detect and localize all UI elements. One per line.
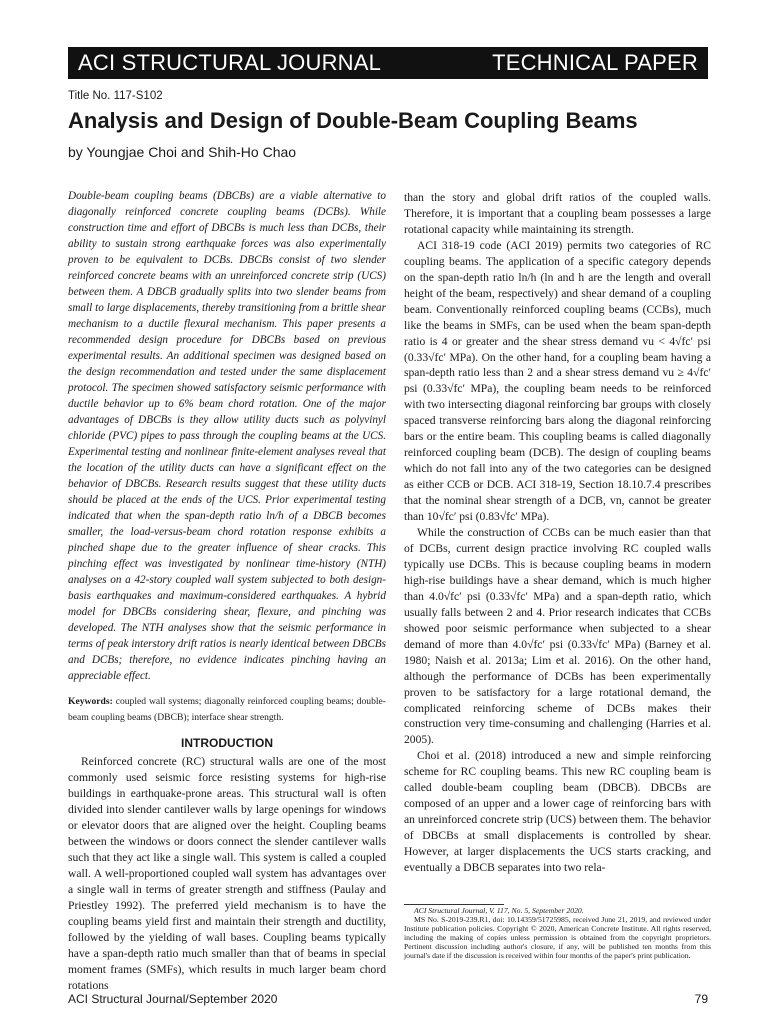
journal-banner xyxy=(68,47,708,79)
right-column xyxy=(404,190,711,876)
abstract: Double-beam coupling beams (DBCBs) are a viable alternative to diagonally reinforced concrete coupling beams (DCBs). While construction time and effort of DBCBs is much less than DCBs, their ability to sustain strong earthquake forces was also experimentally proven to be equivalent to DCBs. DBCBs consist of two slender reinforced concrete beams with an unreinforced concrete strip (UCS) between them. A DBCB gradually splits into two slender beams from small to large displacements, thereby transitioning from a brittle shear mechanism to a ductile flexural mechanism. This paper presents a recommended design procedure for DBCBs based on previous experimental results. An additional specimen was designed based on the design recommendation and tested under the same displacement protocol. The specimen showed satisfactory seismic performance with ductile behavior up to 6% beam chord rotation. One of the major advantages of DBCBs is they allow utility ducts such as polyvinyl chloride (PVC) pipes to pass through the coupling beams at the UCS. Experimental testing and nonlinear finite-element analyses reveal that the location of the utility ducts can have a significant effect on the behavior of DBCBs. Research results suggest that these utility ducts should be placed at the ends of the UCS. Prior experimental testing indicated that when the span-depth ratio ln/h of a DBCB becomes smaller, the load-versus-beam chord rotation response exhibits a pinched shape due to the greater influence of shear cracks. This pinching effect was investigated by nonlinear time-history (NTH) analyses on a 42-story coupled wall system subjected to both design-basis earthquakes and maximum-considered earthquakes. A hybrid model for DBCBs considering shear, flexure, and pinching was developed. The NTH analyses show that the seismic performance in terms of peak interstory drift ratios is nearly identical between DBCBs and DCBs; therefore, no evidence indicates pinching having an appreciable effect. xyxy=(68,190,386,683)
body-paragraph-4: Choi et al. (2018) introduced a new and simple reinforcing scheme for RC coupling beams. This new RC coupling beam is called double-beam coupling beam (DBCB). DBCBs are composed of an upper and a lower cage of reinforcing bars with an unreinforced concrete strip (UCS) between them. The behavior of DBCBs at small displacements is controlled by shear. However, at larger displacements the UCS starts cracking, and eventually a DBCB separates into two rela- xyxy=(404,749,711,875)
paper-type: TECHNICAL PAPER xyxy=(492,50,698,75)
keywords-text: coupled wall systems; diagonally reinforced coupling beams; double-beam coupling beams (DBCB); interface shear strength. xyxy=(68,696,386,724)
body-paragraph-3: While the construction of CCBs can be much easier than that of DCBs, current design practice involving RC coupled walls typically use DCBs. This is because coupling beams in modern high-rise buildings have a shear demand, which is much higher than 4.0√fc′ psi (0.33√fc′ MPa) and a span-depth ratio, which usually falls between 2 and 4. Prior research indicates that CCBs showed poor seismic performance when subjected to a shear demand of more than 4.0√fc′ psi (0.33√fc′ MPa) (Barney et al. 1980; Naish et al. 2013a; Lim et al. 2016). On the other hand, although the performance of DCBs has been experimentally proven to be satisfactory for a large rotational demand, the complicated reinforcing scheme of DCBs makes their construction very time-consuming and challenging (Harries et al. 2005). xyxy=(404,526,711,747)
author-byline: by Youngjae Choi and Shih-Ho Chao xyxy=(68,144,297,160)
introduction-heading: INTRODUCTION xyxy=(181,736,273,751)
footnote-journal-ref: ACI Structural Journal, V. 117, No. 5, September 2020. xyxy=(414,906,584,915)
journal-name: ACI STRUCTURAL JOURNAL xyxy=(78,50,382,75)
body-paragraph-2: ACI 318-19 code (ACI 2019) permits two categories of RC coupling beams. The application of a specific category depends on the span-depth ratio ln/h (ln and h are the length and overall height of the beam, respectively) and shear demand of a coupling beam. Conventionally reinforced coupling beams (CCBs), much like the beams in SMFs, can be used when the beam span-depth ratio is 4 or greater and the shear stress demand vu < 4√fc′ psi (0.33√fc′ MPa). On the other hand, for a coupling beam having a span-depth ratio less than 2 and a shear stress demand vu ≥ 4√fc′ psi (0.33√fc′ MPa), the coupling beam needs to be reinforced with two intersecting diagonal reinforcing bar groups with closely spaced transverse reinforcing bars along the diagonal reinforcing bars or the entire beam. This coupling beams is called diagonally reinforced coupling beam (DCB). The design of coupling beams which do not fall into any of the two categories can be designed as either CCB or DCB. ACI 318-19, Section 18.10.7.4 prescribes that the nominal shear strength of a DCB, vn, cannot be greater than 10√fc′ psi (0.83√fc′ MPa). xyxy=(404,238,711,524)
introduction-paragraph: Reinforced concrete (RC) structural walls are one of the most commonly used seismic force resisting systems for high-rise buildings in earthquake-prone areas. This structural wall is often divided into slender cantilever walls by large openings for windows or elevator doors that are aligned over the height. Coupling beams between the windows or doors connect the slender cantilever walls such that they act like a single wall. This system is called a coupled wall. A well-proportioned coupled wall system has advantages over a single wall in terms of greater strength and stiffness (Paulay and Priestley 1992). The preferred yield mechanism is to have the coupling beams yield first and maintain their strength and ductility, followed by the yielding of wall bases. Coupling beams typically have a span-depth ratio much smaller than that of beams in special moment frames (SMFs), which results in much larger beam chord rotations xyxy=(68,755,386,992)
body-paragraph-1: than the story and global drift ratios of the coupled walls. Therefore, it is important that a coupling beam possesses a large rotational capacity while maintaining its strength. xyxy=(404,191,711,236)
footnote xyxy=(404,907,711,960)
footnote-divider xyxy=(404,904,504,905)
page-number: 79 xyxy=(694,992,708,1006)
footer-journal: ACI Structural Journal/September 2020 xyxy=(68,992,278,1006)
title-number: Title No. 117-S102 xyxy=(68,90,163,102)
keywords xyxy=(68,694,386,726)
left-column xyxy=(68,188,386,994)
keywords-label: Keywords: xyxy=(68,696,113,708)
footnote-text: MS No. S-2019-239.R1, doi: 10.14359/51725985, received June 21, 2019, and reviewed under Institute publication policies. Copyright © 2020, American Concrete Institute. All rights reserved, including the making of copies unless permission is obtained from the copyright proprietors. Pertinent discussion including author's closure, if any, will be published ten months from this journal's date if the discussion is received within four months of the paper's print publication. xyxy=(404,914,711,960)
paper-title: Analysis and Design of Double-Beam Coupling Beams xyxy=(68,108,638,133)
